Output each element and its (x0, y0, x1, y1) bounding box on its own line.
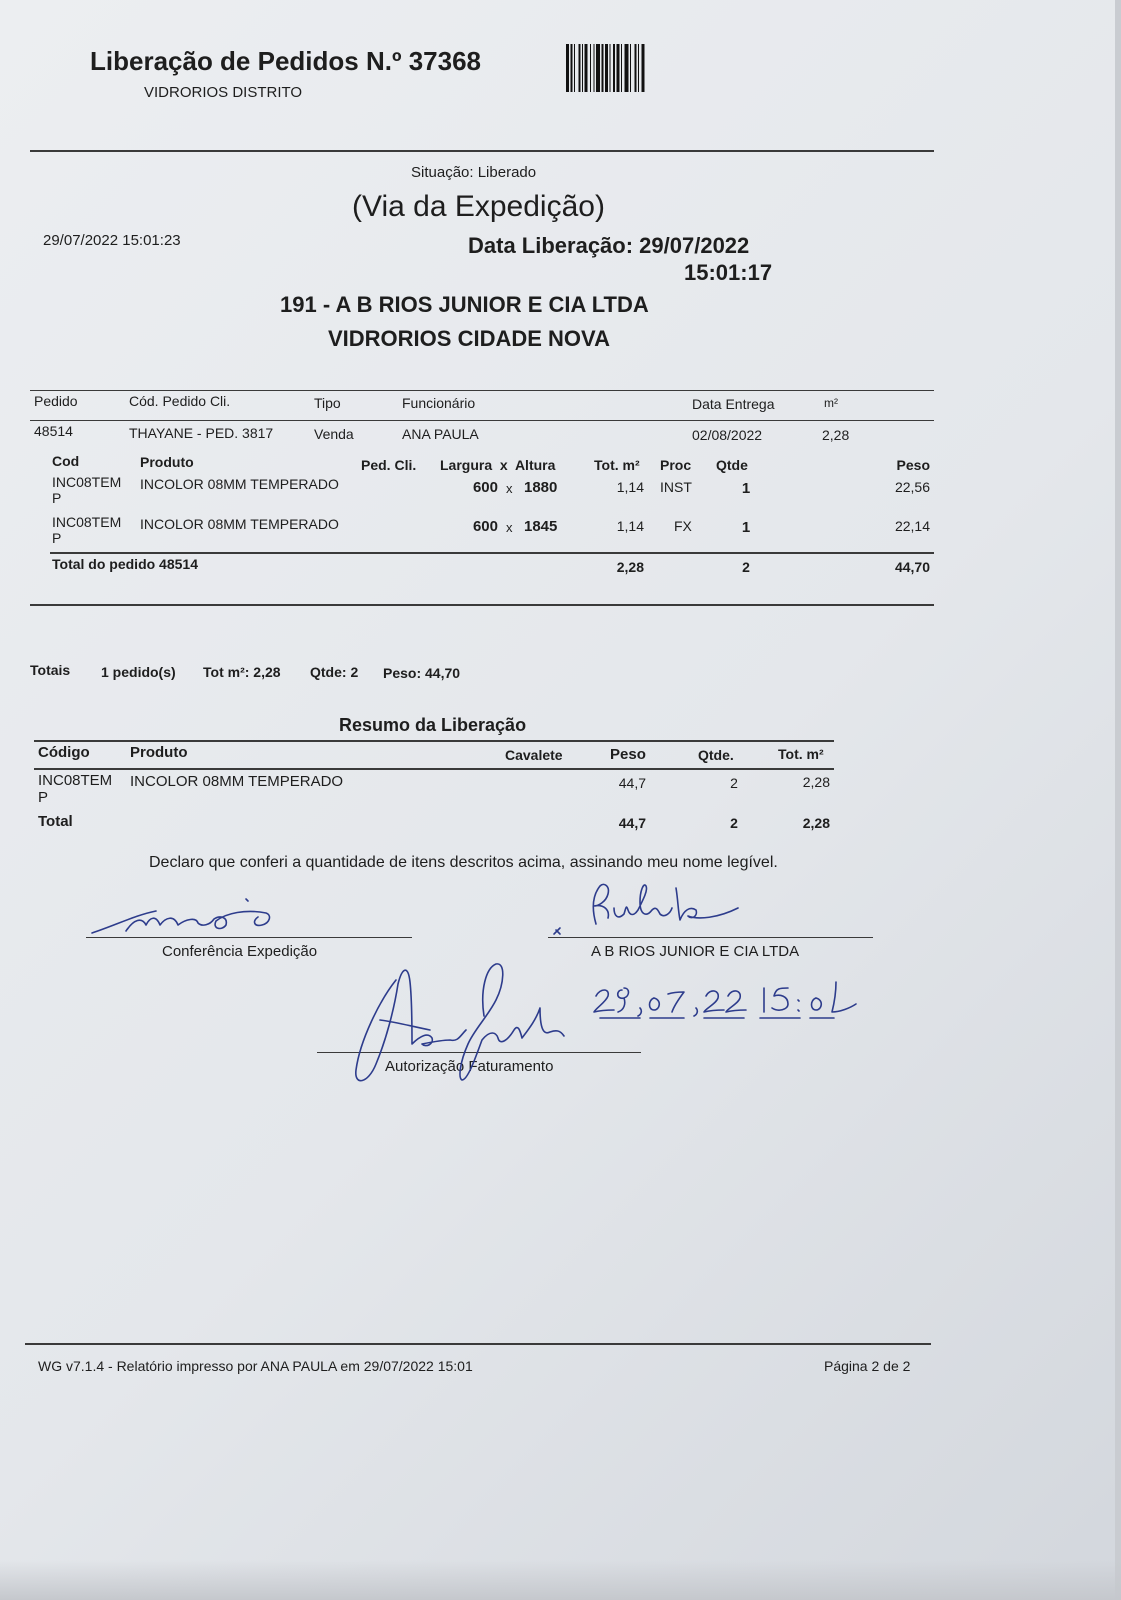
order-header-bottom-rule (30, 420, 934, 421)
client-name: 191 - A B RIOS JUNIOR E CIA LTDA (280, 292, 649, 317)
col-funcionario: Funcionário (402, 395, 476, 411)
barcode-bar (610, 44, 611, 92)
barcode-bar (596, 44, 600, 92)
order-funcionario: ANA PAULA (402, 426, 479, 442)
col-pedido: Pedido (34, 393, 78, 409)
declaration-text: Declaro que conferi a quantidade de itens descritos acima, assinando meu nome legível. (149, 854, 778, 871)
item-altura: 1845 (524, 518, 558, 535)
summary-produto: INCOLOR 08MM TEMPERADO (130, 773, 344, 790)
company-name: VIDRORIOS DISTRITO (144, 84, 303, 101)
item-cod: INC08TEM (52, 514, 122, 530)
item-qtde: 1 (741, 480, 751, 497)
summary-col-produto: Produto (130, 744, 188, 761)
barcode-bar (574, 44, 575, 92)
order-tipo: Venda (314, 426, 354, 442)
barcode-bar (613, 44, 615, 92)
barcode (566, 44, 726, 94)
item-largura: 600 (472, 518, 498, 535)
item-peso: 22,56 (894, 479, 930, 495)
items-col-qtde: Qtde (716, 457, 748, 473)
order-total-m2: 2,28 (616, 559, 644, 575)
summary-total-tot-m2: 2,28 (802, 815, 830, 831)
totals-label: Totais (30, 662, 71, 678)
order-m2: 2,28 (822, 427, 850, 443)
item-tot-m2: 1,14 (616, 479, 644, 495)
item-altura: 1880 (524, 479, 558, 496)
totals-peso: Peso: 44,70 (383, 665, 461, 681)
barcode-bar (642, 44, 645, 92)
barcode-bar (594, 44, 595, 92)
totals-pedidos: 1 pedido(s) (101, 664, 176, 680)
document-title: Liberação de Pedidos N.º 37368 (90, 46, 481, 76)
col-tipo: Tipo (314, 395, 341, 411)
item-peso: 22,14 (894, 518, 930, 534)
item-produto: INCOLOR 08MM TEMPERADO (140, 476, 339, 492)
summary-title: Resumo da Liberação (339, 715, 527, 735)
summary-qtde: 2 (730, 775, 738, 791)
barcode-bar (630, 44, 631, 92)
order-cod-pedido-cli: THAYANE - PED. 3817 (129, 425, 274, 441)
summary-col-peso: Peso (610, 746, 646, 763)
summary-col-cavalete: Cavalete (505, 747, 563, 763)
barcode-bar (590, 44, 591, 92)
barcode-bar (635, 44, 637, 92)
summary-col-tot-m2: Tot. m² (778, 746, 824, 762)
barcode-bar (582, 44, 583, 92)
signature-label-client: A B RIOS JUNIOR E CIA LTDA (591, 943, 800, 960)
item-largura: 600 (472, 479, 498, 496)
signature-label-conferencia: Conferência Expedição (162, 943, 318, 960)
status-text: Situação: Liberado (411, 164, 537, 181)
item-tot-m2: 1,14 (616, 518, 644, 534)
barcode-bar (621, 44, 622, 92)
items-col-tot-m2: Tot. m² (594, 457, 640, 473)
items-col-largura-altura: Largura x Altura (440, 457, 556, 473)
items-col-ped-cli: Ped. Cli. (361, 457, 417, 473)
signature-client (548, 880, 768, 940)
item-x: x (506, 520, 513, 535)
col-data-entrega: Data Entrega (692, 396, 775, 412)
barcode-bar (617, 44, 620, 92)
footer-rule (25, 1343, 931, 1345)
footer-printed-by: WG v7.1.4 - Relatório impresso por ANA PAULA em 29/07/2022 15:01 (38, 1358, 473, 1374)
handwritten-date (588, 978, 868, 1028)
summary-top-rule (34, 740, 834, 742)
item-proc: FX (674, 518, 692, 534)
summary-header-rule (34, 768, 834, 770)
item-cod-cont: P (52, 490, 62, 506)
paper-shadow (0, 1560, 1121, 1600)
items-col-produto: Produto (140, 454, 194, 470)
item-cod-cont: P (52, 530, 62, 546)
signature-autorizacao (350, 960, 590, 1100)
items-col-peso: Peso (896, 457, 930, 473)
barcode-bar (602, 44, 604, 92)
summary-col-codigo: Código (38, 744, 90, 761)
totals-qtde: Qtde: 2 (310, 664, 359, 680)
print-datetime: 29/07/2022 15:01:23 (43, 232, 181, 249)
summary-total-peso: 44,7 (618, 815, 646, 831)
items-col-proc: Proc (660, 457, 692, 473)
item-x: x (506, 481, 513, 496)
item-qtde: 1 (741, 519, 751, 536)
footer-page-number: Página 2 de 2 (824, 1358, 911, 1374)
release-time: 15:01:17 (684, 260, 773, 285)
order-total-qtde: 2 (742, 559, 750, 575)
order-total-rule (50, 552, 934, 554)
barcode-bar (638, 44, 639, 92)
order-header-top-rule (30, 390, 934, 391)
col-m2: m² (824, 396, 838, 410)
summary-col-qtde: Qtde. (698, 747, 734, 763)
header-rule (30, 150, 934, 152)
barcode-bar (579, 44, 581, 92)
barcode-bar (605, 44, 608, 92)
section-rule (30, 604, 934, 606)
release-date: Data Liberação: 29/07/2022 (468, 233, 750, 258)
item-proc: INST (660, 479, 692, 495)
barcode-bar (625, 44, 629, 92)
barcode-bar (571, 44, 573, 92)
item-produto: INCOLOR 08MM TEMPERADO (140, 516, 339, 532)
barcode-bar (566, 44, 569, 92)
summary-codigo-cont: P (38, 789, 49, 806)
signature-conferencia (86, 895, 286, 940)
barcode-bar (585, 44, 588, 92)
via-title: (Via da Expedição) (352, 190, 605, 223)
summary-peso: 44,7 (618, 775, 646, 791)
summary-total-label: Total (38, 813, 73, 830)
summary-codigo: INC08TEM (38, 772, 113, 789)
totals-m2: Tot m²: 2,28 (203, 664, 281, 680)
item-cod: INC08TEM (52, 474, 122, 490)
summary-tot-m2: 2,28 (802, 774, 830, 790)
order-data-entrega: 02/08/2022 (692, 427, 763, 443)
items-col-cod: Cod (52, 453, 80, 469)
col-cod-pedido-cli: Cód. Pedido Cli. (129, 393, 231, 409)
signature-label-autorizacao: Autorização Faturamento (385, 1058, 554, 1075)
order-total-peso: 44,70 (894, 559, 930, 575)
order-pedido: 48514 (34, 423, 73, 439)
summary-total-qtde: 2 (730, 815, 738, 831)
page-edge (1115, 0, 1121, 1600)
client-store: VIDRORIOS CIDADE NOVA (328, 326, 610, 351)
order-total-label: Total do pedido 48514 (52, 556, 198, 572)
